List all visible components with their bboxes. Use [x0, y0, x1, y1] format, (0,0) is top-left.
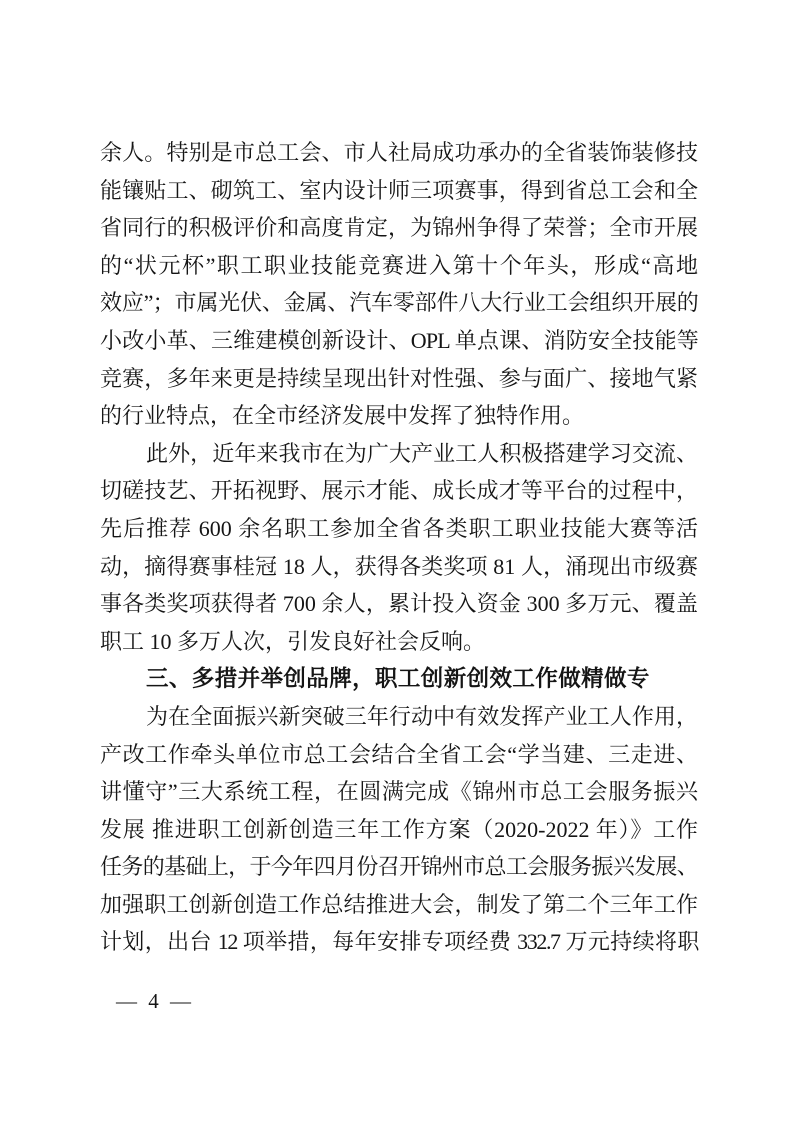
text-line: 发展 推进职工创新创造三年工作方案（2020-2022 年）》工作 — [100, 816, 698, 842]
text-line: 切磋技艺、开拓视野、展示才能、成长成才等平台的过程中， — [100, 478, 698, 504]
paragraph-achievements — [100, 435, 698, 661]
text-line: 计划，出台 12 项举措，每年安排专项经费 332.7 万元持续将职 — [100, 929, 698, 955]
text-line: 的行业特点，在全市经济发展中发挥了独特作用。 — [100, 403, 585, 429]
text-line: 效应”；市属光伏、金属、汽车零部件八大行业工会组织开展的 — [100, 290, 698, 316]
text-line: 为在全面振兴新突破三年行动中有效发挥产业工人作用， — [146, 703, 698, 729]
text-line: 产改工作牵头单位市总工会结合全省工会“学当建、三走进、 — [100, 741, 698, 767]
paragraph-innovation-plan — [100, 698, 698, 961]
text-line: 加强职工创新创造工作总结推进大会，制发了第二个三年工作 — [100, 891, 698, 917]
text-line: 竞赛，多年来更是持续呈现出针对性强、参与面广、接地气紧 — [100, 365, 698, 391]
text-line: 事各类奖项获得者 700 余人，累计投入资金 300 多万元、覆盖 — [100, 591, 698, 617]
document-body — [100, 134, 698, 961]
text-line: 能镶贴工、砌筑工、室内设计师三项赛事，得到省总工会和全 — [100, 177, 698, 203]
text-line: 讲懂守”三大系统工程，在圆满完成《锦州市总工会服务振兴 — [100, 779, 698, 805]
paragraph-continued — [100, 134, 698, 435]
text-line: 省同行的积极评价和高度肯定，为锦州争得了荣誉；全市开展 — [100, 215, 698, 241]
text-line: 动，摘得赛事桂冠 18 人，获得各类奖项 81 人，涌现出市级赛 — [100, 553, 698, 579]
text-line: 小改小革、三维建模创新设计、OPL 单点课、消防安全技能等 — [100, 327, 698, 353]
text-line: 此外，近年来我市在为广大产业工人积极搭建学习交流、 — [146, 440, 698, 466]
text-line: 任务的基础上，于今年四月份召开锦州市总工会服务振兴发展、 — [100, 854, 698, 880]
text-line: 先后推荐 600 余名职工参加全省各类职工职业技能大赛等活 — [100, 515, 698, 541]
text-line: 余人。特别是市总工会、市人社局成功承办的全省装饰装修技 — [100, 140, 698, 165]
text-line: 职工 10 多万人次，引发良好社会反响。 — [100, 628, 486, 654]
page-number: — 4 — — [116, 989, 194, 1013]
section-heading: 三、多措并举创品牌，职工创新创效工作做精做专 — [146, 666, 650, 692]
text-line: 的“状元杯”职工职业技能竞赛进入第十个年头，形成“高地 — [100, 252, 698, 278]
